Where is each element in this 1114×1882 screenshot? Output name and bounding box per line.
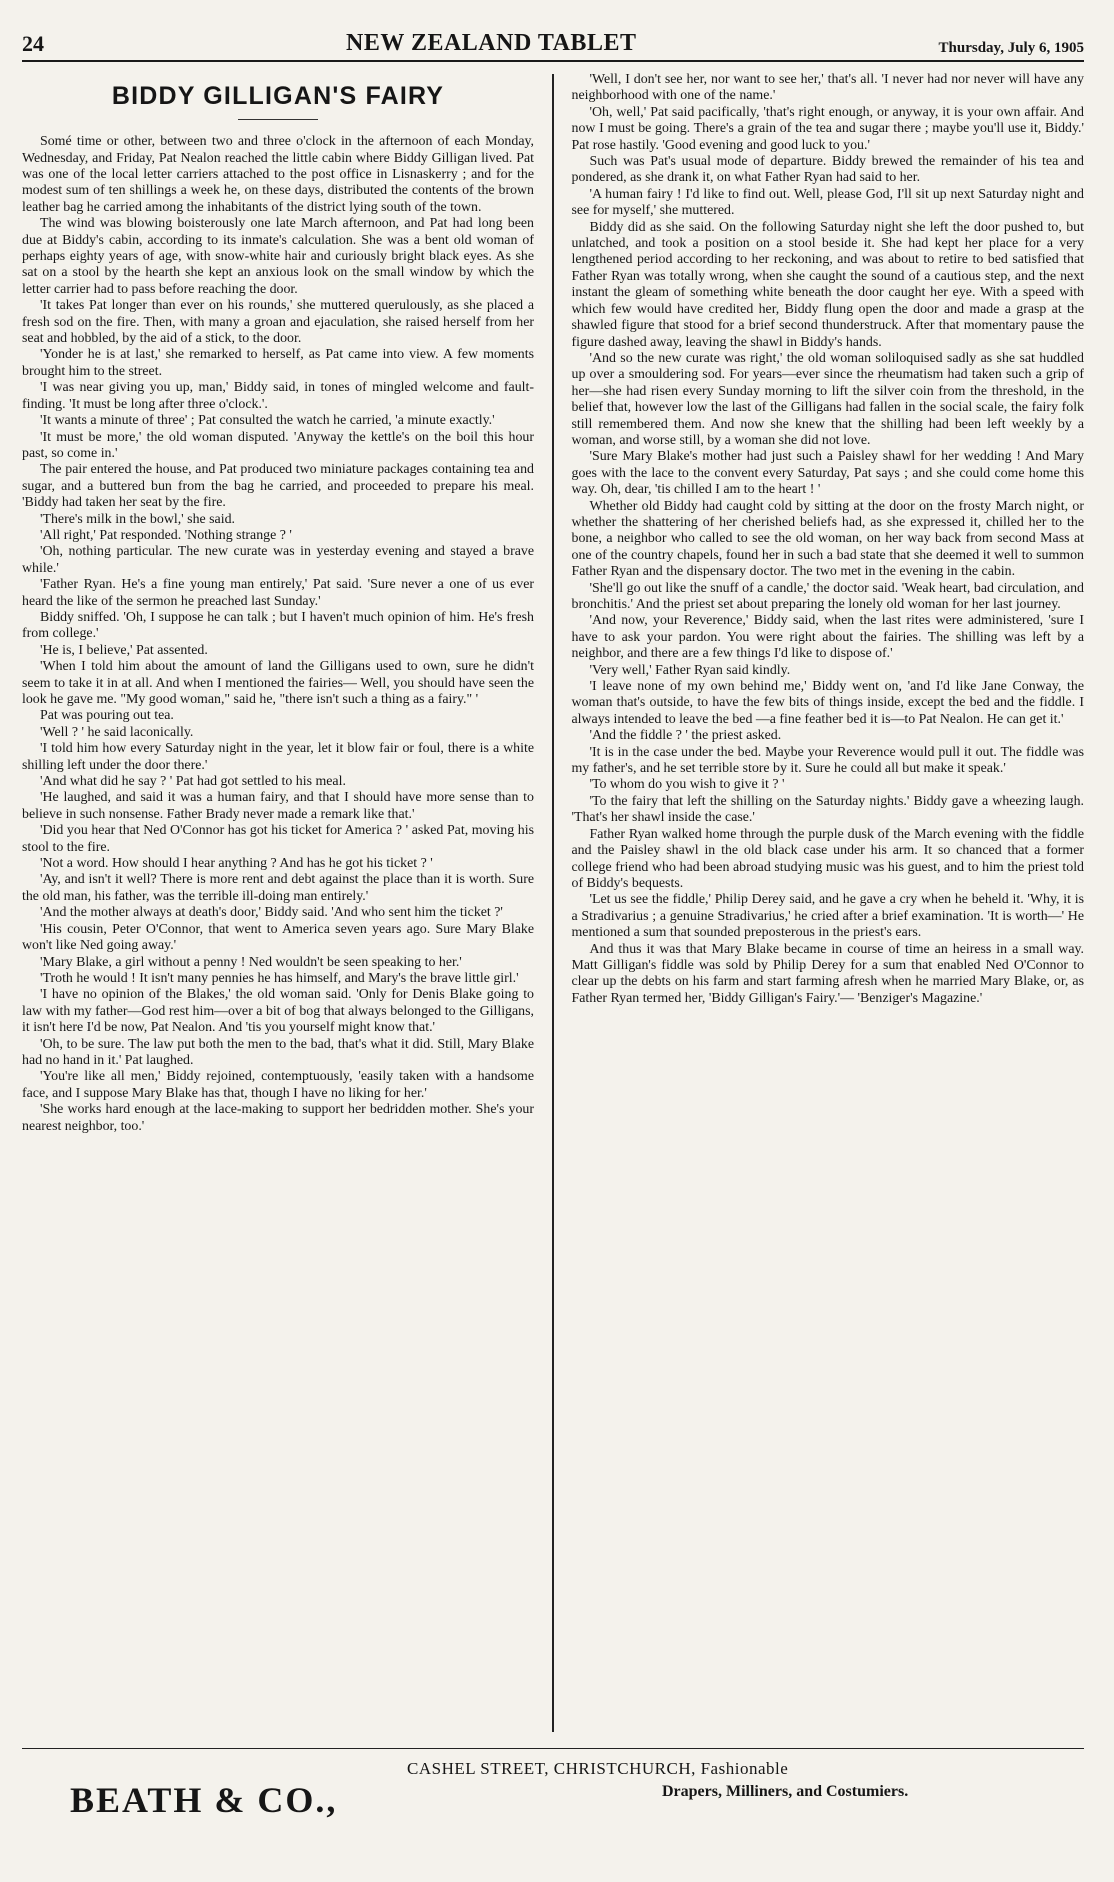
advertiser-trade: Drapers, Milliners, and Costumiers. bbox=[662, 1783, 909, 1800]
article-paragraph: 'All right,' Pat responded. 'Nothing strange ? ' bbox=[40, 527, 292, 543]
article-paragraph: 'Father Ryan. He's a fine young man entirely,' Pat said. 'Sure never a one of us ever heard the like of the sermon he preached last Sunday.' bbox=[22, 577, 534, 609]
article-paragraph: 'I told him how every Saturday night in the year, let it blow fair or foul, there is a white shilling left under the door there.' bbox=[22, 741, 534, 773]
article-paragraph: 'A human fairy ! I'd like to find out. Well, please God, I'll sit up next Saturday night and see for myself,' she muttered. bbox=[571, 186, 1084, 219]
title-divider bbox=[238, 119, 318, 120]
article-paragraph: 'Sure Mary Blake's mother had just such a Paisley shawl for her wedding ! And Mary goes with the lace to the convent every Saturday, Pat says ; and she could come home this way. Oh, dear, 'tis chilled I am to the heart ! ' bbox=[571, 449, 1084, 498]
article-paragraph: 'And the mother always at death's door,' Biddy said. 'And who sent him the ticket ?' bbox=[40, 905, 503, 921]
article-paragraph: 'I was near giving you up, man,' Biddy said, in tones of mingled welcome and fault-finding. 'It must be long after three o'clock.'. bbox=[22, 380, 534, 412]
right-column bbox=[554, 72, 1085, 1732]
article-paragraph: 'And so the new curate was right,' the old woman soliloquised sadly as she sat huddled up over a smouldering sod. For years—ever since the rheumatism had taken such a grip of her—she had risen every Sunday morning to lift the silver coin from the threshold, in the belief that, however low the last of the Gilligans had fallen in the social scale, the fairy folk still remembered them. And now she knew that the shilling had been left weekly by a woman, and worse still, by a woman she did not love. bbox=[571, 350, 1084, 448]
publication-title: NEW ZEALAND TABLET bbox=[346, 30, 637, 56]
article-paragraph: 'When I told him about the amount of land the Gilligans used to own, sure he didn't seem to take it in at all. And when I mentioned the fairies— Well, you should have seen the look he gave me. "My good woman," said he, "there isn't such a thing as a fairy." ' bbox=[22, 659, 534, 707]
article-paragraph: 'It takes Pat longer than ever on his rounds,' she muttered querulously, as she placed a fresh sod on the fire. Then, with many a groan and ejaculation, she raised herself from her seat and hobbled, by the aid of a stick, to the door. bbox=[22, 298, 534, 347]
article-paragraph: 'To whom do you wish to give it ? ' bbox=[589, 777, 785, 793]
article-paragraph: 'She works hard enough at the lace-making to support her bedridden mother. She's your nearest neighbor, too.' bbox=[22, 1102, 534, 1134]
article-paragraph: Biddy did as she said. On the following Saturday night she left the door pushed to, but unlatched, and took a position on a stool beside it. She had kept her place for a very lengthened period according to her reckoning, and was about to retire to bed satisfied that Father Ryan was totally wrong, when she caught the sound of a cautious step, and the next instant the gleam of something white beneath the door caught her eye. With a speed with which few would have credited her, Biddy flung open the door and made a grasp at the shawled figure that stood for a brief second thunderstruck. After that momentary pause the figure dashed away, leaving the shawl in Biddy's hands. bbox=[571, 219, 1084, 350]
article-paragraph: Somé time or other, between two and three o'clock in the afternoon of each Monday, Wednesday, and Friday, Pat Nealon reached the little cabin where Biddy Gilligan lived. Pat was one of the local letter carriers attached to the post office in Lisnaskerry ; and for the modest sum of ten shillings a week he, on these days, distributed the contents of the brown leather bag he carried among the inhabitants of the district lying south of the town. bbox=[22, 134, 534, 215]
article-paragraph: 'Oh, well,' Pat said pacifically, 'that's right enough, or anyway, it is your own affair. And now I must be going. There's a grain of the tea and sugar there ; maybe you'll use it, Biddy.' Pat rose hastily. 'Good evening and good luck to you.' bbox=[571, 104, 1084, 153]
article-paragraph: 'Well ? ' he said laconically. bbox=[40, 724, 194, 740]
advertiser-address: CASHEL STREET, CHRISTCHURCH, Fashionable bbox=[407, 1759, 789, 1778]
article-paragraph: 'I have no opinion of the Blakes,' the old woman said. 'Only for Denis Blake going to law with my father—God rest him—over a bit of bog that always belonged to the Gilligans, it isn't here I'd be now, Pat Nealon. And 'tis you yourself might know that.' bbox=[22, 987, 534, 1036]
article-paragraph: 'There's milk in the bowl,' she said. bbox=[40, 511, 235, 527]
article-paragraph: 'It wants a minute of three' ; Pat consulted the watch he carried, 'a minute exactly.' bbox=[40, 413, 495, 429]
article-paragraph: 'Yonder he is at last,' she remarked to herself, as Pat came into view. A few moments brought him to the street. bbox=[22, 347, 534, 379]
advertiser-name: BEATH & CO., bbox=[70, 1780, 338, 1820]
article-paragraph: Such was Pat's usual mode of departure. Biddy brewed the remainder of his tea and pondered, as she drank it, on what Father Ryan had said to her. bbox=[571, 154, 1084, 186]
article-paragraph: 'You're like all men,' Biddy rejoined, contemptuously, 'easily taken with a handsome face, and I suppose Mary Blake has that, though I have no liking for her.' bbox=[22, 1069, 534, 1101]
story-title: BIDDY GILLIGAN'S FAIRY bbox=[111, 82, 445, 110]
article-paragraph: 'His cousin, Peter O'Connor, that went to America seven years ago. Sure Mary Blake won't like Ned going away.' bbox=[22, 921, 534, 954]
page-number: 24 bbox=[22, 31, 44, 56]
article-paragraph: Biddy sniffed. 'Oh, I suppose he can talk ; but I haven't much opinion of him. He's fresh from college.' bbox=[22, 609, 534, 642]
article-paragraph: And thus it was that Mary Blake became in course of time an heiress in a small way. Matt Gilligan's fiddle was sold by Philip Derey for a sum that enabled Ned O'Connor to clear up the debts on his farm and start farming afresh when he married Mary Blake, or, as Father Ryan termed her, 'Biddy Gilligan's Fairy.'— 'Benziger's Magazine.' bbox=[571, 941, 1084, 1006]
left-column bbox=[22, 72, 552, 1732]
article-paragraph: 'Did you hear that Ned O'Connor has got his ticket for America ? ' asked Pat, moving his stool to the fire. bbox=[22, 823, 534, 855]
article-paragraph: 'It must be more,' the old woman disputed. 'Anyway the kettle's on the boil this hour past, so come in.' bbox=[22, 429, 534, 461]
page-header bbox=[22, 28, 1084, 62]
article-paragraph: 'She'll go out like the snuff of a candle,' the doctor said. 'Weak heart, bad circulation, and bronchitis.' And the priest set about preparing the lonely old woman for her last journey. bbox=[571, 580, 1084, 612]
article-paragraph: 'Troth he would ! It isn't many pennies he has himself, and Mary's the brave little girl.' bbox=[40, 970, 519, 986]
article-paragraph: The wind was blowing boisterously one late March afternoon, and Pat had long been due at Biddy's cabin, according to its inmate's calculation. She was a bent old woman of perhaps eighty years of age, with snow-white hair and curiously bright black eyes. As she sat on a stool by the hearth she kept an anxious look on the small window by which the letter carrier had to pass before reaching the door. bbox=[22, 216, 534, 297]
article-paragraph: 'He laughed, and said it was a human fairy, and that I should have more sense than to believe in such nonsense. Father Brady never made a remark like that.' bbox=[22, 790, 534, 822]
issue-date: Thursday, July 6, 1905 bbox=[938, 40, 1084, 56]
article-paragraph: 'Not a word. How should I hear anything ? And has he got his ticket ? ' bbox=[40, 856, 433, 872]
article-paragraph: Father Ryan walked home through the purple dusk of the March evening with the fiddle and the Paisley shawl in the old black case under his arm. It so chanced that a former college friend who had been abroad studying music was his guest, and to him the priest told of Biddy's bequests. bbox=[571, 826, 1084, 891]
advertisement bbox=[22, 1748, 1084, 1859]
article-paragraph: 'Let us see the fiddle,' Philip Derey said, and he gave a cry when he beheld it. 'Why, it is a Stradivarius ; a genuine Stradivarius,' he cried after a brief examination. 'It is worth—' He mentioned a sum that sounded preposterous in the priest's ears. bbox=[571, 892, 1084, 941]
article-paragraph: 'It is in the case under the bed. Maybe your Reverence would pull it out. The fiddle was my father's, and he set terrible store by it. Sure he could all but make it speak.' bbox=[571, 744, 1084, 777]
article-paragraph: The pair entered the house, and Pat produced two miniature packages containing tea and sugar, and a buttered bun from the bag he carried, and proceeded to prepare his meal. 'Biddy had taken her seat by the fire. bbox=[22, 462, 534, 511]
article-paragraph: 'To the fairy that left the shilling on the Saturday nights.' Biddy gave a wheezing laugh. 'That's her shawl inside the case.' bbox=[571, 793, 1084, 826]
article-paragraph: 'And the fiddle ? ' the priest asked. bbox=[589, 728, 782, 744]
article-paragraph: 'I leave none of my own behind me,' Biddy went on, 'and I'd like Jane Conway, the woman that's outside, to have the few bits of things inside, except the bed and the fiddle. I always intended to leave the bed —a fine feather bed it is—to Pat Nealon. He can get it.' bbox=[571, 679, 1084, 727]
article-paragraph: 'Oh, nothing particular. The new curate was in yesterday evening and stayed a brave while.' bbox=[22, 544, 534, 576]
article-paragraph: 'Mary Blake, a girl without a penny ! Ned wouldn't be seen speaking to her.' bbox=[40, 954, 462, 970]
article-paragraph: 'Oh, to be sure. The law put both the men to the bad, that's what it did. Still, Mary Blake had no hand in it.' Pat laughed. bbox=[22, 1036, 534, 1068]
article-columns bbox=[22, 72, 1084, 1732]
article-paragraph: 'And now, your Reverence,' Biddy said, when the last rites were administered, 'sure I have to ask your pardon. You were right about the fairies. The shilling was left by a neighbor, and there are a few things I'd like to dispose of.' bbox=[571, 613, 1084, 662]
article-paragraph: 'Well, I don't see her, nor want to see her,' that's all. 'I never had nor never will have any neighborhood with one of the name.' bbox=[571, 72, 1084, 104]
article-paragraph: Pat was pouring out tea. bbox=[40, 708, 174, 724]
article-paragraph: 'Ay, and isn't it well? There is more rent and debt against the place than it is worth. Sure the old man, his father, was the terrible ill-doing man entirely.' bbox=[22, 872, 534, 904]
article-paragraph: Whether old Biddy had caught cold by sitting at the door on the frosty March night, or whether the shattering of her cherished beliefs had, as she expressed it, chilled her to the bone, a neighbor who called to see the old woman, on her way back from second Mass at one of the country chapels, found her in such a bad state that she deemed it well to summon Father Ryan and the dispensary doctor. The two met in the evening in the cabin. bbox=[571, 498, 1084, 580]
article-paragraph: 'Very well,' Father Ryan said kindly. bbox=[589, 662, 791, 678]
article-paragraph: 'He is, I believe,' Pat assented. bbox=[40, 642, 208, 658]
article-paragraph: 'And what did he say ? ' Pat had got settled to his meal. bbox=[40, 774, 346, 790]
